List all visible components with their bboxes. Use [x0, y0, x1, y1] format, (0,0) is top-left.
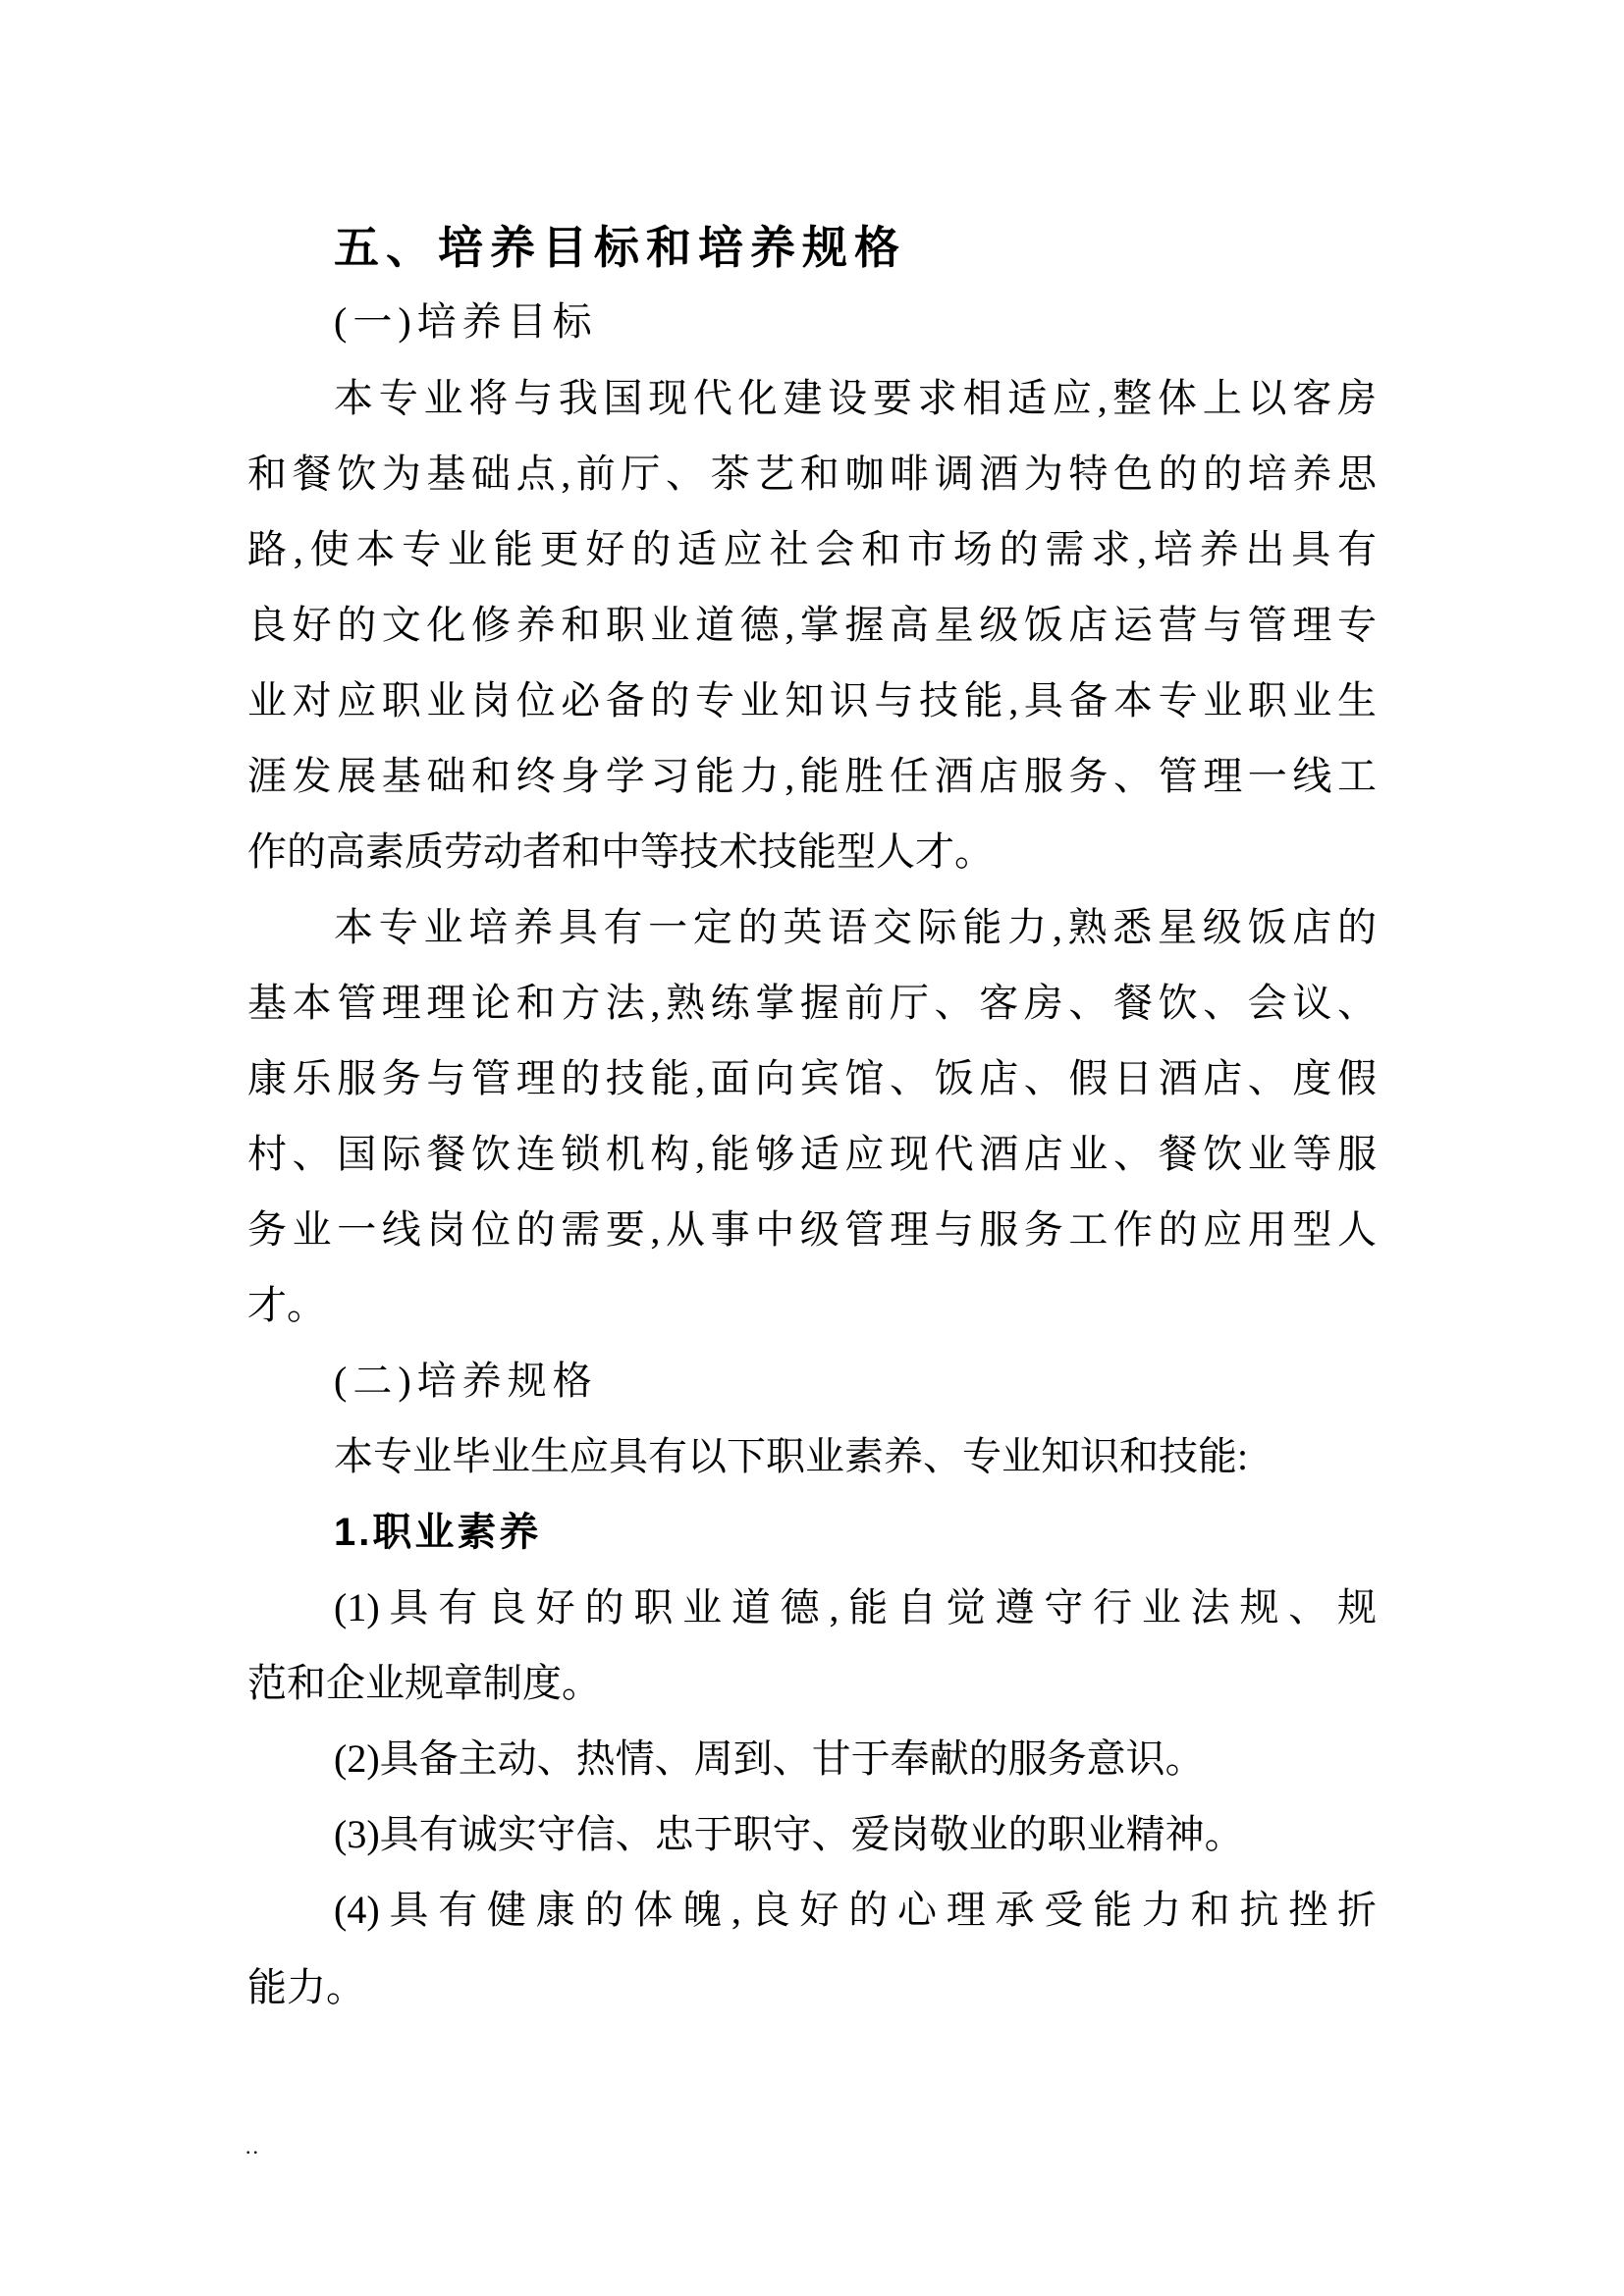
- section2-title: (二)培养规格: [334, 1359, 598, 1403]
- subsection1-title: 1.职业素养: [334, 1511, 542, 1554]
- item3-line: (3)具有诚实守信、忠于职守、爱岗敬业的职业精神。: [334, 1812, 1244, 1856]
- p2-line-6: 才。: [247, 1283, 326, 1327]
- p2-line-4: 村、国际餐饮连锁机构,能够适应现代酒店业、餐饮业等服: [247, 1132, 1377, 1176]
- p1-line-3: 路,使本专业能更好的适应社会和市场的需求,培养出具有: [247, 527, 1377, 571]
- p1-line-4: 良好的文化修养和职业道德,掌握高星级饭店运营与管理专: [247, 603, 1377, 647]
- p1-line-1: 本专业将与我国现代化建设要求相适应,整体上以客房: [334, 376, 1377, 420]
- p1-line-5: 业对应职业岗位必备的专业知识与技能,具备本专业职业生: [247, 678, 1377, 722]
- p1-line-7: 作的高素质劳动者和中等技术技能型人才。: [247, 829, 994, 874]
- p2-line-5: 务业一线岗位的需要,从事中级管理与服务工作的应用型人: [247, 1207, 1377, 1252]
- item2-line: (2)具备主动、热情、周到、甘于奉献的服务意识。: [334, 1736, 1205, 1781]
- item4-line-2: 能力。: [247, 1965, 365, 2009]
- p1-line-2: 和餐饮为基础点,前厅、茶艺和咖啡调酒为特色的的培养思: [247, 452, 1377, 496]
- item1-line-2: 范和企业规章制度。: [247, 1661, 601, 1705]
- item1-line-1: (1)具有良好的职业道德,能自觉遵守行业法规、规: [334, 1585, 1377, 1629]
- doc-heading: 五、培养目标和培养规格: [334, 222, 906, 273]
- footer-mark: ..: [245, 2134, 260, 2159]
- p2-line-2: 基本管理理论和方法,熟练掌握前厅、客房、餐饮、会议、: [247, 981, 1377, 1025]
- p2-line-1: 本专业培养具有一定的英语交际能力,熟悉星级饭店的: [334, 905, 1377, 949]
- p1-line-6: 涯发展基础和终身学习能力,能胜任酒店服务、管理一线工: [247, 754, 1377, 798]
- section2-intro: 本专业毕业生应具有以下职业素养、专业知识和技能:: [334, 1434, 1249, 1478]
- p2-line-3: 康乐服务与管理的技能,面向宾馆、饭店、假日酒店、度假: [247, 1056, 1377, 1100]
- section1-title: (一)培养目标: [334, 299, 598, 344]
- item4-line-1: (4)具有健康的体魄,良好的心理承受能力和抗挫折: [334, 1888, 1377, 1932]
